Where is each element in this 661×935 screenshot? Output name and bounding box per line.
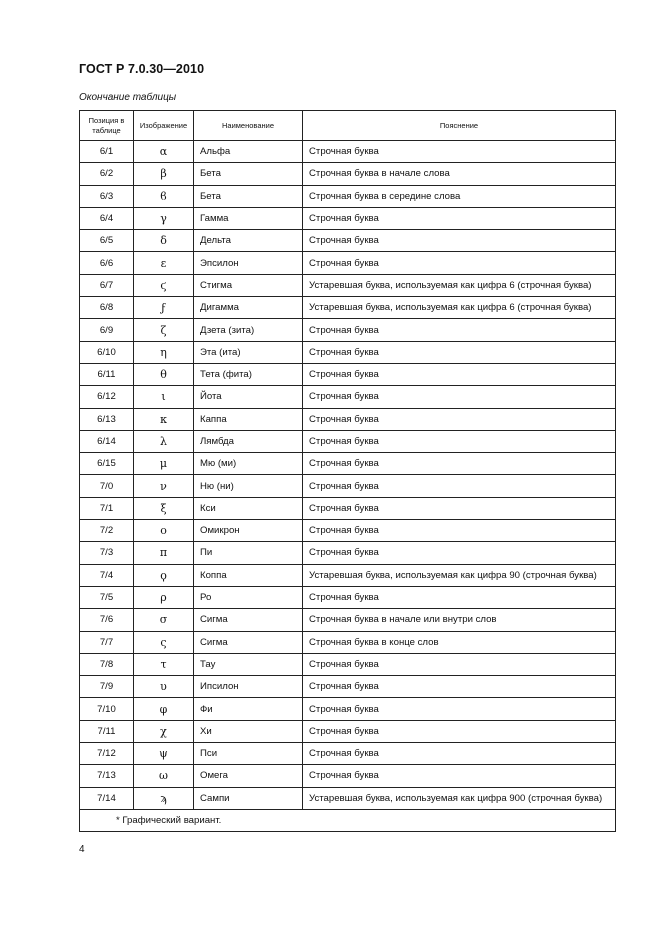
cell-glyph: ϐ <box>134 185 194 207</box>
cell-note: Строчная буква <box>303 363 616 385</box>
cell-note: Устаревшая буква, используемая как цифра 6 (строчная буква) <box>303 297 616 319</box>
cell-name: Дельта <box>194 230 303 252</box>
cell-glyph: χ <box>134 720 194 742</box>
table-row <box>80 631 616 653</box>
cell-glyph: μ <box>134 453 194 475</box>
cell-name: Пи <box>194 542 303 564</box>
cell-position: 7/9 <box>80 676 134 698</box>
cell-name: Омикрон <box>194 520 303 542</box>
cell-glyph: ω <box>134 765 194 787</box>
document-title: ГОСТ Р 7.0.30—2010 <box>79 62 205 76</box>
table-row <box>80 698 616 720</box>
cell-note: Строчная буква в начале слова <box>303 163 616 185</box>
cell-note: Строчная буква <box>303 230 616 252</box>
table-row <box>80 497 616 519</box>
cell-name: Сампи <box>194 787 303 809</box>
cell-note: Строчная буква <box>303 676 616 698</box>
cell-note: Строчная буква <box>303 341 616 363</box>
cell-name: Хи <box>194 720 303 742</box>
cell-note: Строчная буква в конце слов <box>303 631 616 653</box>
cell-note: Строчная буква <box>303 408 616 430</box>
cell-glyph: ο <box>134 520 194 542</box>
table-row <box>80 207 616 229</box>
cell-position: 7/2 <box>80 520 134 542</box>
cell-name: Йота <box>194 386 303 408</box>
cell-note: Строчная буква <box>303 207 616 229</box>
cell-position: 6/14 <box>80 430 134 452</box>
cell-position: 7/14 <box>80 787 134 809</box>
table-header-row <box>80 111 616 141</box>
cell-note: Строчная буква <box>303 653 616 675</box>
cell-name: Каппа <box>194 408 303 430</box>
table-row <box>80 564 616 586</box>
cell-note: Строчная буква <box>303 319 616 341</box>
cell-position: 6/12 <box>80 386 134 408</box>
table-row <box>80 586 616 608</box>
cell-name: Ипсилон <box>194 676 303 698</box>
cell-position: 6/6 <box>80 252 134 274</box>
cell-note: Строчная буква <box>303 386 616 408</box>
cell-name: Альфа <box>194 141 303 163</box>
table-row <box>80 341 616 363</box>
cell-note: Строчная буква <box>303 141 616 163</box>
cell-name: Дигамма <box>194 297 303 319</box>
header-name: Наименование <box>194 111 303 141</box>
table-row <box>80 274 616 296</box>
cell-name: Тета (фита) <box>194 363 303 385</box>
cell-name: Сигма <box>194 631 303 653</box>
cell-position: 6/8 <box>80 297 134 319</box>
table-row <box>80 252 616 274</box>
cell-position: 7/6 <box>80 609 134 631</box>
table-row <box>80 787 616 809</box>
table-row <box>80 297 616 319</box>
cell-glyph: η <box>134 341 194 363</box>
table-row <box>80 408 616 430</box>
cell-position: 6/13 <box>80 408 134 430</box>
table-row <box>80 386 616 408</box>
cell-glyph: τ <box>134 653 194 675</box>
cell-name: Пси <box>194 743 303 765</box>
cell-glyph: ψ <box>134 743 194 765</box>
cell-glyph: λ <box>134 430 194 452</box>
header-position: Позиция в таблице <box>80 111 134 141</box>
cell-glyph: ι <box>134 386 194 408</box>
cell-name: Коппа <box>194 564 303 586</box>
cell-glyph: θ <box>134 363 194 385</box>
table-row <box>80 163 616 185</box>
cell-name: Эпсилон <box>194 252 303 274</box>
cell-position: 6/15 <box>80 453 134 475</box>
table-body <box>80 141 616 810</box>
cell-note: Строчная буква <box>303 743 616 765</box>
cell-position: 6/5 <box>80 230 134 252</box>
table-row <box>80 765 616 787</box>
cell-glyph: ν <box>134 475 194 497</box>
cell-position: 6/9 <box>80 319 134 341</box>
table-row <box>80 520 616 542</box>
cell-note: Строчная буква <box>303 586 616 608</box>
cell-note: Строчная буква <box>303 520 616 542</box>
cell-glyph: φ <box>134 698 194 720</box>
cell-note: Строчная буква <box>303 430 616 452</box>
header-image: Изображение <box>134 111 194 141</box>
cell-note: Строчная буква <box>303 542 616 564</box>
cell-glyph: ϡ <box>134 787 194 809</box>
cell-name: Сигма <box>194 609 303 631</box>
table-row <box>80 430 616 452</box>
cell-position: 7/3 <box>80 542 134 564</box>
cell-name: Фи <box>194 698 303 720</box>
greek-letters-table <box>79 110 616 832</box>
cell-name: Бета <box>194 185 303 207</box>
page-number: 4 <box>79 844 85 855</box>
table-row <box>80 542 616 564</box>
cell-note: Устаревшая буква, используемая как цифра 900 (строчная буква) <box>303 787 616 809</box>
cell-glyph: υ <box>134 676 194 698</box>
table-row <box>80 676 616 698</box>
cell-glyph: ς <box>134 631 194 653</box>
cell-name: Гамма <box>194 207 303 229</box>
cell-glyph: ζ <box>134 319 194 341</box>
cell-name: Ро <box>194 586 303 608</box>
cell-glyph: α <box>134 141 194 163</box>
cell-name: Лямбда <box>194 430 303 452</box>
cell-position: 7/12 <box>80 743 134 765</box>
cell-note: Строчная буква в середине слова <box>303 185 616 207</box>
cell-position: 7/4 <box>80 564 134 586</box>
cell-note: Строчная буква в начале или внутри слов <box>303 609 616 631</box>
cell-note: Строчная буква <box>303 453 616 475</box>
cell-position: 7/0 <box>80 475 134 497</box>
cell-position: 6/7 <box>80 274 134 296</box>
cell-glyph: γ <box>134 207 194 229</box>
table-row <box>80 363 616 385</box>
cell-position: 7/8 <box>80 653 134 675</box>
table-row <box>80 653 616 675</box>
cell-position: 7/5 <box>80 586 134 608</box>
table-row <box>80 230 616 252</box>
cell-glyph: π <box>134 542 194 564</box>
cell-name: Стигма <box>194 274 303 296</box>
cell-glyph: σ <box>134 609 194 631</box>
cell-name: Тау <box>194 653 303 675</box>
cell-note: Строчная буква <box>303 252 616 274</box>
cell-position: 7/10 <box>80 698 134 720</box>
cell-position: 7/7 <box>80 631 134 653</box>
cell-glyph: β <box>134 163 194 185</box>
cell-note: Строчная буква <box>303 720 616 742</box>
cell-position: 7/11 <box>80 720 134 742</box>
table-row <box>80 475 616 497</box>
cell-glyph: ϙ <box>134 564 194 586</box>
cell-name: Дзета (зита) <box>194 319 303 341</box>
cell-note: Устаревшая буква, используемая как цифра 90 (строчная буква) <box>303 564 616 586</box>
cell-name: Омега <box>194 765 303 787</box>
cell-glyph: ε <box>134 252 194 274</box>
cell-name: Бета <box>194 163 303 185</box>
cell-note: Строчная буква <box>303 765 616 787</box>
cell-glyph: κ <box>134 408 194 430</box>
table-row <box>80 743 616 765</box>
header-note: Пояснение <box>303 111 616 141</box>
cell-name: Мю (ми) <box>194 453 303 475</box>
cell-note: Строчная буква <box>303 497 616 519</box>
cell-position: 6/4 <box>80 207 134 229</box>
cell-position: 6/11 <box>80 363 134 385</box>
cell-glyph: δ <box>134 230 194 252</box>
cell-position: 7/1 <box>80 497 134 519</box>
cell-glyph: ϛ <box>134 274 194 296</box>
cell-position: 6/1 <box>80 141 134 163</box>
cell-name: Эта (ита) <box>194 341 303 363</box>
table-row <box>80 319 616 341</box>
cell-glyph: ξ <box>134 497 194 519</box>
cell-position: 6/3 <box>80 185 134 207</box>
footnote-row <box>80 809 616 831</box>
cell-glyph: ϝ <box>134 297 194 319</box>
cell-note: Строчная буква <box>303 475 616 497</box>
table-row <box>80 609 616 631</box>
table-footnote: * Графический вариант. <box>80 809 616 831</box>
cell-note: Строчная буква <box>303 698 616 720</box>
cell-name: Кси <box>194 497 303 519</box>
table-row <box>80 141 616 163</box>
cell-glyph: ρ <box>134 586 194 608</box>
table-caption: Окончание таблицы <box>79 92 177 103</box>
table-row <box>80 720 616 742</box>
cell-position: 6/10 <box>80 341 134 363</box>
cell-position: 6/2 <box>80 163 134 185</box>
table-row <box>80 185 616 207</box>
cell-position: 7/13 <box>80 765 134 787</box>
table-row <box>80 453 616 475</box>
cell-note: Устаревшая буква, используемая как цифра 6 (строчная буква) <box>303 274 616 296</box>
cell-name: Ню (ни) <box>194 475 303 497</box>
